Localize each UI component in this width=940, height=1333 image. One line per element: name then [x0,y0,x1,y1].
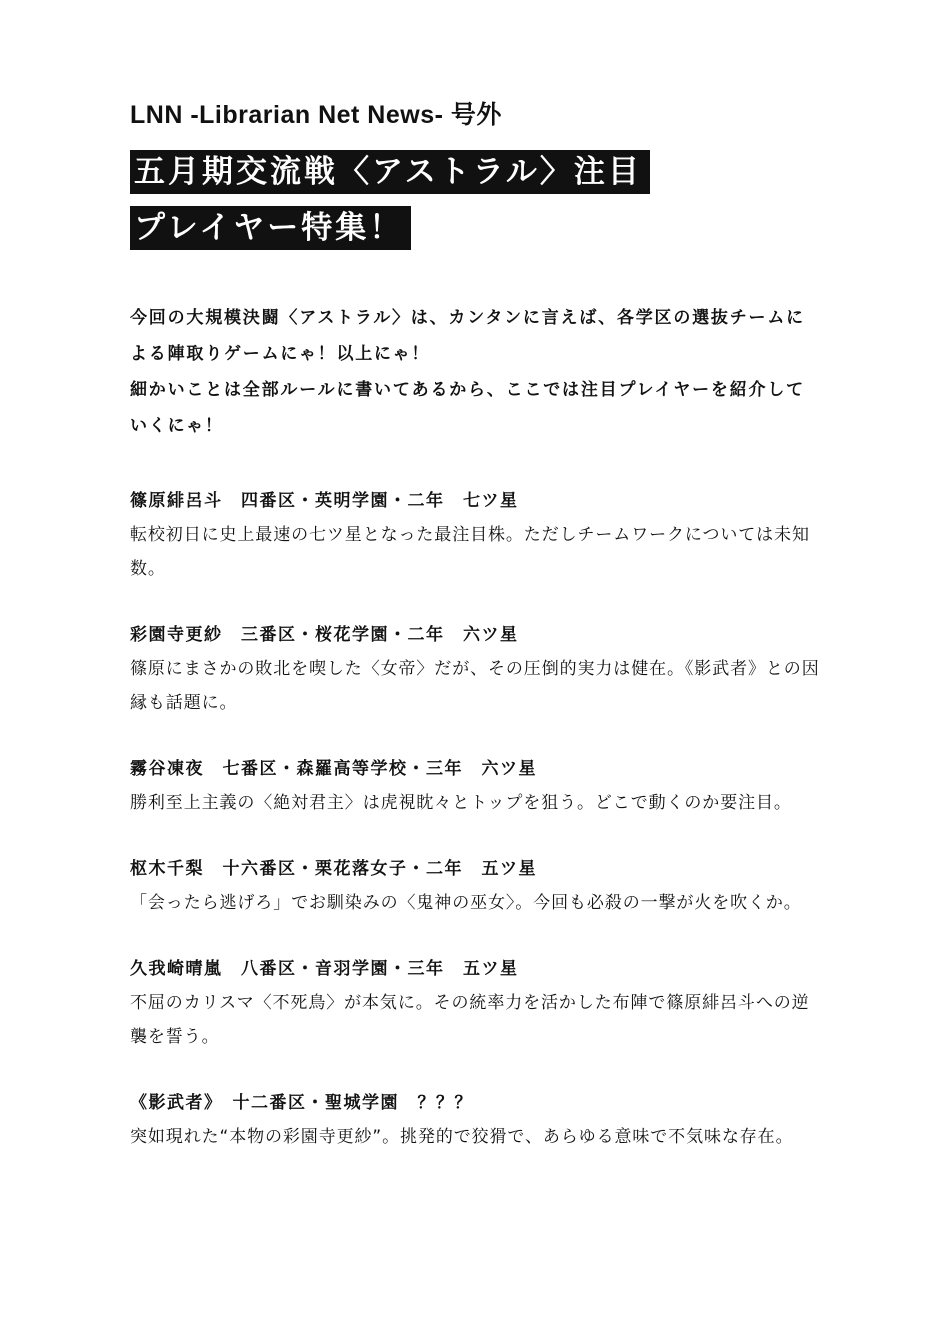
player-description: 篠原にまさかの敗北を喫した〈女帝〉だが、その圧倒的実力は健在。《影武者》との因縁も話題に。 [130,659,820,713]
player-heading: 久我崎晴嵐 八番区・音羽学園・三年 五ツ星 [130,959,519,979]
article [130,96,820,1186]
player-entry [130,618,820,720]
player-entry [130,952,820,1054]
intro-text [130,300,820,444]
player-description: 「会ったら逃げろ」でお馴染みの〈鬼神の巫女〉。今回も必殺の一撃が火を吹くか。 [130,893,802,913]
headline-line-2: プレイヤー特集！ [130,206,411,250]
player-entry [130,1086,820,1154]
player-heading: 《影武者》 十二番区・聖城学園 ？？？ [130,1093,473,1113]
player-entry [130,852,820,920]
player-heading: 霧谷凍夜 七番区・森羅高等学校・三年 六ツ星 [130,759,537,779]
player-description: 突如現れた“本物の彩園寺更紗”。挑発的で狡猾で、あらゆる意味で不気味な存在。 [130,1127,794,1147]
headline [130,150,820,262]
player-entry [130,484,820,586]
player-heading: 篠原緋呂斗 四番区・英明学園・二年 七ツ星 [130,491,519,511]
intro-paragraph-1: 今回の大規模決闘〈アストラル〉は、カンタンに言えば、各学区の選抜チームによる陣取りゲームにゃ！以上にゃ！ [130,308,805,364]
player-description: 不屈のカリスマ〈不死鳥〉が本気に。その統率力を活かした布陣で篠原緋呂斗への逆襲を誓う。 [130,993,810,1047]
player-description: 転校初日に史上最速の七ツ星となった最注目株。ただしチームワークについては未知数。 [130,525,810,579]
headline-line-1: 五月期交流戦〈アストラル〉注目 [130,150,650,194]
player-entry [130,752,820,820]
intro-paragraph-2: 細かいことは全部ルールに書いてあるから、ここでは注目プレイヤーを紹介していくにゃ！ [130,380,805,436]
player-heading: 枢木千梨 十六番区・栗花落女子・二年 五ツ星 [130,859,537,879]
player-description: 勝利至上主義の〈絶対君主〉は虎視眈々とトップを狙う。どこで動くのか要注目。 [130,793,792,813]
player-heading: 彩園寺更紗 三番区・桜花学園・二年 六ツ星 [130,625,519,645]
player-list [130,484,820,1154]
masthead-title: LNN -Librarian Net News- 号外 [130,101,502,129]
